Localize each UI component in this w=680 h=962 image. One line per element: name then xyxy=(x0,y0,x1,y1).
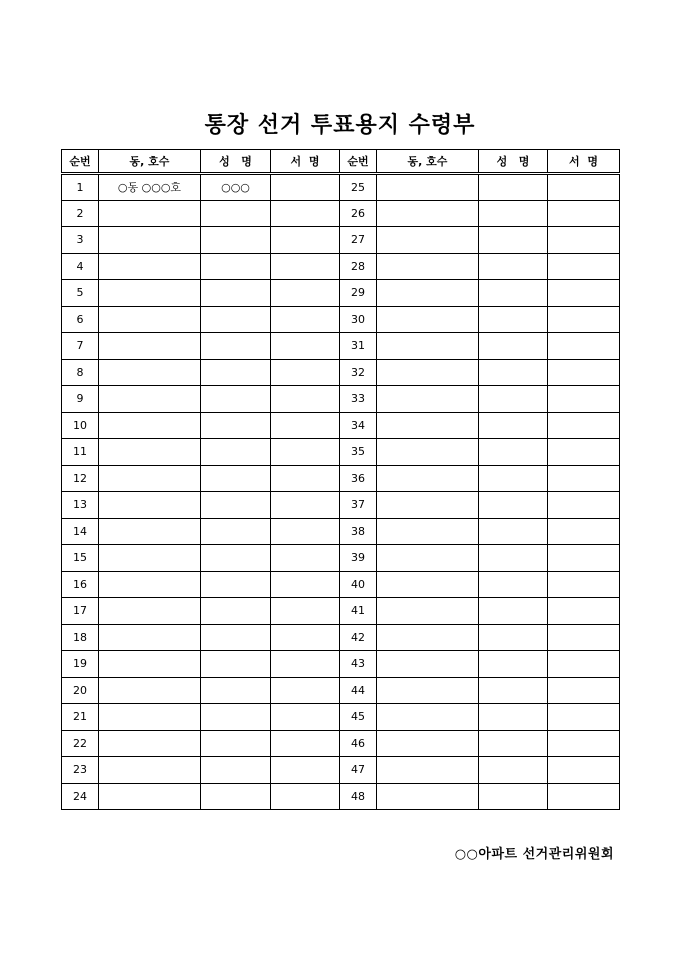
row-number-left: 7 xyxy=(62,333,99,360)
signature-cell-right[interactable] xyxy=(548,174,620,201)
name-cell-left[interactable] xyxy=(201,227,271,254)
signature-cell-right[interactable] xyxy=(548,624,620,651)
signature-cell-left[interactable] xyxy=(271,704,340,731)
table-row xyxy=(62,174,620,201)
signature-cell-left[interactable] xyxy=(271,227,340,254)
table-row xyxy=(62,624,620,651)
row-number-right: 41 xyxy=(340,598,377,625)
unit-cell-right[interactable] xyxy=(377,624,479,651)
unit-cell-right[interactable] xyxy=(377,253,479,280)
unit-cell-left[interactable] xyxy=(99,598,201,625)
unit-cell-left[interactable] xyxy=(99,651,201,678)
row-number-left: 1 xyxy=(62,174,99,201)
unit-cell-right[interactable] xyxy=(377,359,479,386)
row-number-right: 38 xyxy=(340,518,377,545)
signature-cell-left[interactable] xyxy=(271,280,340,307)
signature-cell-left[interactable] xyxy=(271,651,340,678)
unit-cell-left[interactable] xyxy=(99,624,201,651)
signature-cell-left[interactable] xyxy=(271,677,340,704)
signature-cell-right[interactable] xyxy=(548,677,620,704)
row-number-right: 36 xyxy=(340,465,377,492)
unit-cell-right[interactable] xyxy=(377,386,479,413)
signature-cell-right[interactable] xyxy=(548,306,620,333)
name-cell-right[interactable] xyxy=(479,545,548,572)
row-number-right: 29 xyxy=(340,280,377,307)
unit-cell-right[interactable] xyxy=(377,571,479,598)
name-cell-left[interactable] xyxy=(201,783,271,810)
unit-cell-left[interactable] xyxy=(99,306,201,333)
name-cell-right[interactable] xyxy=(479,598,548,625)
table-row xyxy=(62,200,620,227)
signature-cell-left[interactable] xyxy=(271,757,340,784)
signature-cell-right[interactable] xyxy=(548,598,620,625)
unit-cell-left[interactable] xyxy=(99,359,201,386)
unit-cell-left[interactable] xyxy=(99,412,201,439)
unit-cell-right[interactable] xyxy=(377,280,479,307)
name-cell-right[interactable] xyxy=(479,677,548,704)
signature-cell-right[interactable] xyxy=(548,280,620,307)
signature-cell-left[interactable] xyxy=(271,598,340,625)
row-number-left: 23 xyxy=(62,757,99,784)
name-cell-left[interactable] xyxy=(201,571,271,598)
unit-cell-left[interactable] xyxy=(99,545,201,572)
name-cell-left[interactable] xyxy=(201,757,271,784)
row-number-right: 46 xyxy=(340,730,377,757)
name-cell-left[interactable] xyxy=(201,412,271,439)
unit-cell-left[interactable] xyxy=(99,704,201,731)
unit-cell-left[interactable] xyxy=(99,386,201,413)
row-number-left: 16 xyxy=(62,571,99,598)
header-unit-right: 동, 호수 xyxy=(377,150,479,174)
table-row xyxy=(62,465,620,492)
signature-cell-right[interactable] xyxy=(548,412,620,439)
row-number-left: 8 xyxy=(62,359,99,386)
row-number-right: 44 xyxy=(340,677,377,704)
committee-name: ○○아파트 선거관리위원회 xyxy=(454,847,614,862)
row-number-right: 45 xyxy=(340,704,377,731)
name-cell-right[interactable] xyxy=(479,783,548,810)
name-cell-left[interactable] xyxy=(201,651,271,678)
signature-cell-right[interactable] xyxy=(548,651,620,678)
unit-cell-right[interactable] xyxy=(377,333,479,360)
row-number-left: 22 xyxy=(62,730,99,757)
name-cell-right[interactable] xyxy=(479,465,548,492)
name-cell-left[interactable] xyxy=(201,545,271,572)
unit-cell-right[interactable] xyxy=(377,306,479,333)
signature-cell-right[interactable] xyxy=(548,227,620,254)
name-cell-left[interactable] xyxy=(201,624,271,651)
name-cell-left[interactable] xyxy=(201,677,271,704)
unit-cell-right[interactable] xyxy=(377,677,479,704)
unit-cell-left[interactable] xyxy=(99,227,201,254)
signature-cell-left[interactable] xyxy=(271,306,340,333)
name-cell-right[interactable] xyxy=(479,306,548,333)
signature-cell-left[interactable] xyxy=(271,624,340,651)
name-cell-left[interactable] xyxy=(201,730,271,757)
signature-cell-right[interactable] xyxy=(548,386,620,413)
unit-cell-right[interactable] xyxy=(377,651,479,678)
unit-cell-right[interactable] xyxy=(377,730,479,757)
row-number-right: 26 xyxy=(340,200,377,227)
signature-cell-left[interactable] xyxy=(271,730,340,757)
name-cell-left[interactable] xyxy=(201,200,271,227)
row-number-left: 14 xyxy=(62,518,99,545)
unit-cell-right[interactable] xyxy=(377,704,479,731)
name-cell-left[interactable] xyxy=(201,253,271,280)
name-cell-right[interactable] xyxy=(479,571,548,598)
row-number-left: 24 xyxy=(62,783,99,810)
name-cell-left[interactable] xyxy=(201,439,271,466)
name-cell-right[interactable] xyxy=(479,624,548,651)
name-cell-right[interactable] xyxy=(479,359,548,386)
signature-cell-right[interactable] xyxy=(548,704,620,731)
row-number-right: 43 xyxy=(340,651,377,678)
signature-cell-left[interactable] xyxy=(271,200,340,227)
unit-cell-right[interactable] xyxy=(377,174,479,201)
row-number-left: 13 xyxy=(62,492,99,519)
header-name-right: 성 명 xyxy=(479,150,548,174)
row-number-left: 10 xyxy=(62,412,99,439)
row-number-right: 37 xyxy=(340,492,377,519)
name-cell-right[interactable] xyxy=(479,651,548,678)
name-cell-left[interactable] xyxy=(201,306,271,333)
row-number-left: 3 xyxy=(62,227,99,254)
name-cell-right[interactable] xyxy=(479,518,548,545)
table-row xyxy=(62,545,620,572)
name-cell-right[interactable] xyxy=(479,757,548,784)
unit-cell-left[interactable] xyxy=(99,280,201,307)
row-number-right: 32 xyxy=(340,359,377,386)
header-name-left: 성 명 xyxy=(201,150,271,174)
name-cell-right[interactable] xyxy=(479,386,548,413)
signature-cell-right[interactable] xyxy=(548,545,620,572)
unit-cell-right[interactable] xyxy=(377,227,479,254)
name-cell-left[interactable] xyxy=(201,359,271,386)
unit-cell-left[interactable] xyxy=(99,492,201,519)
table-row xyxy=(62,492,620,519)
unit-cell-left[interactable] xyxy=(99,518,201,545)
row-number-right: 39 xyxy=(340,545,377,572)
row-number-left: 11 xyxy=(62,439,99,466)
unit-cell-right[interactable] xyxy=(377,200,479,227)
signature-cell-right[interactable] xyxy=(548,492,620,519)
signature-cell-left[interactable] xyxy=(271,174,340,201)
table-row xyxy=(62,333,620,360)
unit-cell-right[interactable] xyxy=(377,439,479,466)
row-number-right: 33 xyxy=(340,386,377,413)
row-number-left: 18 xyxy=(62,624,99,651)
row-number-right: 31 xyxy=(340,333,377,360)
row-number-right: 28 xyxy=(340,253,377,280)
table-row xyxy=(62,253,620,280)
row-number-right: 42 xyxy=(340,624,377,651)
name-cell-left[interactable] xyxy=(201,465,271,492)
signature-cell-left[interactable] xyxy=(271,359,340,386)
signature-cell-left[interactable] xyxy=(271,333,340,360)
name-cell-right[interactable] xyxy=(479,333,548,360)
header-sign-right: 서 명 xyxy=(548,150,620,174)
name-cell-right[interactable] xyxy=(479,227,548,254)
name-cell-left[interactable] xyxy=(201,386,271,413)
signature-cell-left[interactable] xyxy=(271,253,340,280)
name-cell-left[interactable] xyxy=(201,333,271,360)
row-number-right: 48 xyxy=(340,783,377,810)
row-number-left: 21 xyxy=(62,704,99,731)
signature-cell-left[interactable] xyxy=(271,783,340,810)
name-cell-right[interactable] xyxy=(479,253,548,280)
signature-cell-left[interactable] xyxy=(271,518,340,545)
table-row xyxy=(62,704,620,731)
table-row xyxy=(62,359,620,386)
signature-cell-right[interactable] xyxy=(548,253,620,280)
table-row xyxy=(62,571,620,598)
unit-cell-right[interactable] xyxy=(377,518,479,545)
unit-cell-right[interactable] xyxy=(377,598,479,625)
row-number-left: 15 xyxy=(62,545,99,572)
header-unit-left: 동, 호수 xyxy=(99,150,201,174)
table-row xyxy=(62,598,620,625)
row-number-right: 34 xyxy=(340,412,377,439)
signature-cell-right[interactable] xyxy=(548,783,620,810)
unit-cell-right[interactable] xyxy=(377,783,479,810)
table-row xyxy=(62,518,620,545)
name-cell-right[interactable] xyxy=(479,439,548,466)
unit-cell-left[interactable] xyxy=(99,571,201,598)
name-cell-right[interactable] xyxy=(479,412,548,439)
table-row xyxy=(62,227,620,254)
unit-cell-left[interactable] xyxy=(99,200,201,227)
signature-cell-right[interactable] xyxy=(548,333,620,360)
unit-cell-left[interactable] xyxy=(99,439,201,466)
unit-cell-left[interactable] xyxy=(99,783,201,810)
row-number-left: 2 xyxy=(62,200,99,227)
header-no-right: 순번 xyxy=(340,150,377,174)
unit-cell-left[interactable] xyxy=(99,465,201,492)
signature-cell-right[interactable] xyxy=(548,571,620,598)
receipt-table xyxy=(61,149,620,810)
page-title: 통장 선거 투표용지 수령부 xyxy=(204,113,476,138)
table-row xyxy=(62,730,620,757)
table-row xyxy=(62,280,620,307)
signature-cell-left[interactable] xyxy=(271,412,340,439)
header-no-left: 순번 xyxy=(62,150,99,174)
signature-cell-left[interactable] xyxy=(271,439,340,466)
signature-cell-left[interactable] xyxy=(271,386,340,413)
unit-cell-left[interactable] xyxy=(99,253,201,280)
table-row xyxy=(62,677,620,704)
signature-cell-right[interactable] xyxy=(548,359,620,386)
name-cell-left[interactable] xyxy=(201,704,271,731)
table-row xyxy=(62,783,620,810)
row-number-left: 9 xyxy=(62,386,99,413)
row-number-left: 20 xyxy=(62,677,99,704)
signature-cell-left[interactable] xyxy=(271,571,340,598)
row-number-right: 35 xyxy=(340,439,377,466)
row-number-right: 30 xyxy=(340,306,377,333)
signature-cell-right[interactable] xyxy=(548,730,620,757)
unit-cell-right[interactable] xyxy=(377,465,479,492)
unit-cell-left[interactable] xyxy=(99,757,201,784)
table-row xyxy=(62,757,620,784)
unit-cell-right[interactable] xyxy=(377,545,479,572)
signature-cell-left[interactable] xyxy=(271,465,340,492)
signature-cell-right[interactable] xyxy=(548,200,620,227)
name-cell-left[interactable] xyxy=(201,598,271,625)
signature-cell-right[interactable] xyxy=(548,439,620,466)
table-row xyxy=(62,306,620,333)
row-number-right: 47 xyxy=(340,757,377,784)
header-sign-left: 서 명 xyxy=(271,150,340,174)
unit-cell-right[interactable] xyxy=(377,492,479,519)
row-number-left: 5 xyxy=(62,280,99,307)
table-row xyxy=(62,439,620,466)
row-number-left: 12 xyxy=(62,465,99,492)
signature-cell-left[interactable] xyxy=(271,492,340,519)
unit-cell-right[interactable] xyxy=(377,757,479,784)
header-row xyxy=(62,150,620,174)
name-cell-left[interactable] xyxy=(201,280,271,307)
unit-cell-right[interactable] xyxy=(377,412,479,439)
unit-cell-left[interactable] xyxy=(99,333,201,360)
row-number-right: 25 xyxy=(340,174,377,201)
row-number-left: 19 xyxy=(62,651,99,678)
unit-cell-left[interactable] xyxy=(99,677,201,704)
name-cell-right[interactable] xyxy=(479,280,548,307)
table-row xyxy=(62,386,620,413)
unit-cell-left[interactable] xyxy=(99,730,201,757)
name-cell-left[interactable]: ○○○ xyxy=(201,174,271,201)
row-number-right: 27 xyxy=(340,227,377,254)
row-number-right: 40 xyxy=(340,571,377,598)
table-row xyxy=(62,651,620,678)
name-cell-right[interactable] xyxy=(479,704,548,731)
name-cell-right[interactable] xyxy=(479,200,548,227)
row-number-left: 4 xyxy=(62,253,99,280)
signature-cell-left[interactable] xyxy=(271,545,340,572)
name-cell-left[interactable] xyxy=(201,518,271,545)
row-number-left: 6 xyxy=(62,306,99,333)
name-cell-right[interactable] xyxy=(479,492,548,519)
unit-cell-left[interactable]: ○동 ○○○호 xyxy=(99,174,201,201)
signature-cell-right[interactable] xyxy=(548,518,620,545)
name-cell-right[interactable] xyxy=(479,174,548,201)
signature-cell-right[interactable] xyxy=(548,757,620,784)
row-number-left: 17 xyxy=(62,598,99,625)
name-cell-right[interactable] xyxy=(479,730,548,757)
table-row xyxy=(62,412,620,439)
signature-cell-right[interactable] xyxy=(548,465,620,492)
name-cell-left[interactable] xyxy=(201,492,271,519)
